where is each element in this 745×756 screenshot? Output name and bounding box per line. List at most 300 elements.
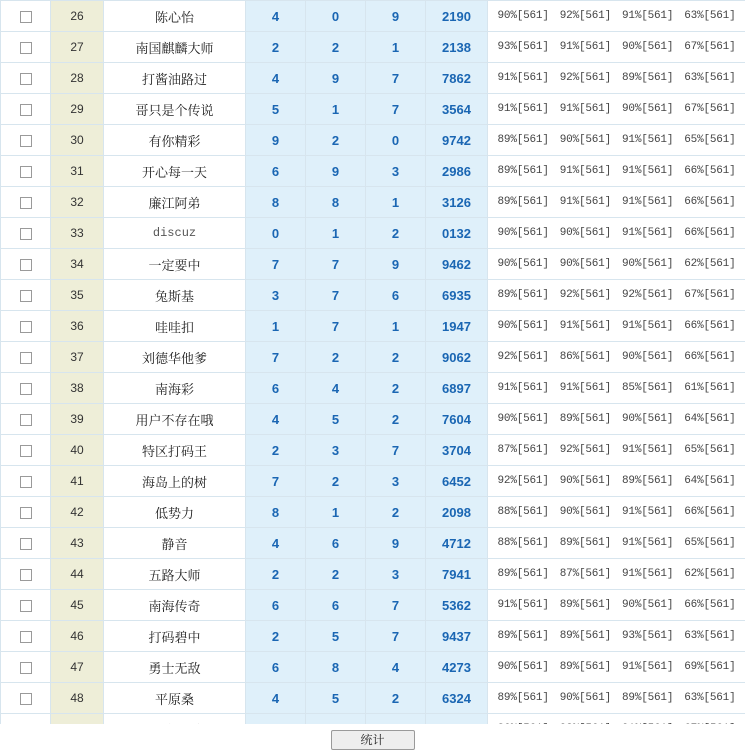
row-username[interactable]: 勇士无敌 (104, 652, 246, 683)
row-stat-item: 62%[561] (684, 258, 736, 270)
row-stat-item: 91%[561] (497, 599, 549, 611)
row-checkbox[interactable] (20, 228, 32, 240)
row-n1: 2 (246, 435, 306, 466)
table-row (1, 497, 745, 528)
row-n1: 6 (246, 156, 306, 187)
row-stats (488, 373, 745, 404)
row-username[interactable]: 平原桑 (104, 683, 246, 714)
row-stats (488, 497, 745, 528)
row-n3: 7 (366, 94, 426, 125)
row-n1: 8 (246, 187, 306, 218)
row-n3: 3 (366, 466, 426, 497)
row-n2: 8 (306, 652, 366, 683)
row-stat-item: 66%[561] (684, 165, 736, 177)
row-n3: 7 (366, 590, 426, 621)
row-code: 4712 (426, 528, 488, 559)
row-stats-list (488, 444, 745, 456)
row-stats-list (488, 475, 745, 487)
row-code: 7862 (426, 63, 488, 94)
row-stat-item: 91%[561] (559, 320, 611, 332)
row-stats (488, 156, 745, 187)
row-stats-list (488, 289, 745, 301)
row-n2: 9 (306, 63, 366, 94)
row-checkbox[interactable] (20, 476, 32, 488)
row-n1: 4 (246, 683, 306, 714)
row-n3: 2 (366, 218, 426, 249)
row-select-cell[interactable] (1, 652, 51, 683)
row-stat-item: 90%[561] (559, 258, 611, 270)
row-stat-item: 89%[561] (497, 165, 549, 177)
row-stat-item: 91%[561] (622, 320, 674, 332)
row-n3: 2 (366, 683, 426, 714)
row-checkbox[interactable] (20, 538, 32, 550)
row-stat-item: 90%[561] (559, 227, 611, 239)
row-checkbox[interactable] (20, 693, 32, 705)
row-code: 9437 (426, 621, 488, 652)
row-username[interactable]: 哥只是个传说 (104, 94, 246, 125)
table-row (1, 404, 745, 435)
row-stats (488, 32, 745, 63)
row-n2: 2 (306, 559, 366, 590)
row-select-cell[interactable] (1, 435, 51, 466)
row-select-cell[interactable] (1, 311, 51, 342)
row-stat-item: 91%[561] (622, 506, 674, 518)
row-code: 5362 (426, 590, 488, 621)
row-stat-item: 93%[561] (497, 41, 549, 53)
row-stats (488, 528, 745, 559)
table-row (1, 218, 745, 249)
row-stat-item: 89%[561] (559, 537, 611, 549)
row-n2: 7 (306, 311, 366, 342)
row-n2: 8 (306, 187, 366, 218)
row-stat-item: 91%[561] (622, 10, 674, 22)
row-n1: 8 (246, 497, 306, 528)
row-username[interactable]: 海岛上的树 (104, 466, 246, 497)
row-stat-item: 89%[561] (497, 568, 549, 580)
row-n2: 5 (306, 621, 366, 652)
row-stat-item: 89%[561] (559, 661, 611, 673)
row-n2: 5 (306, 683, 366, 714)
row-code: 2098 (426, 497, 488, 528)
row-n3: 7 (366, 63, 426, 94)
row-stat-item: 62%[561] (684, 568, 736, 580)
row-stat-item: 89%[561] (559, 630, 611, 642)
row-select-cell[interactable] (1, 187, 51, 218)
row-stat-item: 66%[561] (684, 227, 736, 239)
row-stats (488, 218, 745, 249)
row-n2: 5 (306, 404, 366, 435)
row-code: 3564 (426, 94, 488, 125)
row-username[interactable]: 哇哇扣 (104, 311, 246, 342)
row-stats-list (488, 320, 745, 332)
row-username[interactable]: 五路大师 (104, 559, 246, 590)
row-id: 36 (51, 311, 104, 342)
row-n1: 4 (246, 63, 306, 94)
table-row (1, 125, 745, 156)
row-stats (488, 187, 745, 218)
row-stat-item: 90%[561] (622, 258, 674, 270)
row-stat-item: 67%[561] (684, 103, 736, 115)
row-stats (488, 435, 745, 466)
row-stat-item: 87%[561] (497, 444, 549, 456)
row-stat-item: 90%[561] (622, 413, 674, 425)
row-select-cell[interactable] (1, 32, 51, 63)
table-row (1, 280, 745, 311)
row-stats-list (488, 568, 745, 580)
row-n1: 6 (246, 373, 306, 404)
row-select-cell[interactable] (1, 559, 51, 590)
row-stat-item: 66%[561] (684, 506, 736, 518)
row-stat-item: 90%[561] (497, 258, 549, 270)
row-stats-list (488, 134, 745, 146)
row-stats (488, 311, 745, 342)
row-checkbox[interactable] (20, 352, 32, 364)
row-select-cell[interactable] (1, 528, 51, 559)
row-n3: 9 (366, 1, 426, 32)
row-stat-item: 90%[561] (559, 134, 611, 146)
row-select-cell[interactable] (1, 94, 51, 125)
row-stats-list (488, 413, 745, 425)
row-stat-item: 92%[561] (497, 351, 549, 363)
row-stat-item: 91%[561] (497, 103, 549, 115)
row-stat-item: 65%[561] (684, 444, 736, 456)
row-stat-item: 65%[561] (684, 537, 736, 549)
row-id: 44 (51, 559, 104, 590)
row-stat-item: 66%[561] (684, 599, 736, 611)
row-stats-list (488, 506, 745, 518)
table-row (1, 63, 745, 94)
row-stat-item: 66%[561] (684, 320, 736, 332)
row-select-cell[interactable] (1, 342, 51, 373)
row-code: 6324 (426, 683, 488, 714)
row-stats (488, 590, 745, 621)
row-n3: 7 (366, 435, 426, 466)
row-n3: 3 (366, 559, 426, 590)
row-stats (488, 652, 745, 683)
table-row (1, 1, 745, 32)
row-stat-item: 88%[561] (497, 537, 549, 549)
row-stat-item: 92%[561] (559, 10, 611, 22)
stat-button[interactable]: 统计 (331, 730, 415, 750)
row-stat-item: 88%[561] (497, 506, 549, 518)
row-stat-item: 91%[561] (559, 41, 611, 53)
row-stat-item: 91%[561] (559, 103, 611, 115)
row-stats (488, 559, 745, 590)
row-stats (488, 94, 745, 125)
row-stats (488, 249, 745, 280)
table-row (1, 435, 745, 466)
row-id: 32 (51, 187, 104, 218)
row-n3: 1 (366, 187, 426, 218)
row-n1: 7 (246, 249, 306, 280)
row-id: 35 (51, 280, 104, 311)
row-n1: 4 (246, 404, 306, 435)
row-select-cell[interactable] (1, 404, 51, 435)
row-id: 31 (51, 156, 104, 187)
row-checkbox[interactable] (20, 507, 32, 519)
row-n2: 1 (306, 218, 366, 249)
row-username[interactable]: 南国麒麟大师 (104, 32, 246, 63)
row-stats-list (488, 165, 745, 177)
row-stats (488, 280, 745, 311)
table-footer (0, 724, 745, 756)
row-stat-item: 63%[561] (684, 692, 736, 704)
row-username[interactable]: 有你精彩 (104, 125, 246, 156)
row-checkbox[interactable] (20, 662, 32, 674)
row-checkbox[interactable] (20, 166, 32, 178)
row-stats (488, 466, 745, 497)
row-stats-list (488, 72, 745, 84)
row-n2: 6 (306, 528, 366, 559)
row-stat-item: 91%[561] (559, 165, 611, 177)
row-n1: 7 (246, 342, 306, 373)
table-row (1, 528, 745, 559)
row-n1: 4 (246, 1, 306, 32)
row-code: 2138 (426, 32, 488, 63)
row-id: 28 (51, 63, 104, 94)
row-stat-item: 89%[561] (622, 475, 674, 487)
row-code: 9462 (426, 249, 488, 280)
row-id: 47 (51, 652, 104, 683)
row-n3: 1 (366, 311, 426, 342)
row-n3: 9 (366, 528, 426, 559)
row-checkbox[interactable] (20, 290, 32, 302)
row-checkbox[interactable] (20, 445, 32, 457)
row-n3: 3 (366, 156, 426, 187)
row-stat-item: 89%[561] (497, 134, 549, 146)
row-n2: 2 (306, 342, 366, 373)
row-username[interactable]: discuz (104, 218, 246, 249)
row-id: 39 (51, 404, 104, 435)
row-stat-item: 86%[561] (559, 351, 611, 363)
row-code: 9062 (426, 342, 488, 373)
row-n1: 1 (246, 311, 306, 342)
row-select-cell[interactable] (1, 590, 51, 621)
row-stat-item: 90%[561] (497, 413, 549, 425)
row-stats-list (488, 227, 745, 239)
row-stat-item: 92%[561] (559, 72, 611, 84)
row-checkbox[interactable] (20, 11, 32, 23)
row-id: 40 (51, 435, 104, 466)
row-n2: 4 (306, 373, 366, 404)
row-id: 46 (51, 621, 104, 652)
row-select-cell[interactable] (1, 63, 51, 94)
row-id: 42 (51, 497, 104, 528)
row-code: 3126 (426, 187, 488, 218)
row-stat-item: 92%[561] (622, 289, 674, 301)
row-code: 7604 (426, 404, 488, 435)
row-n1: 2 (246, 559, 306, 590)
row-code: 0132 (426, 218, 488, 249)
row-n3: 7 (366, 621, 426, 652)
row-id: 41 (51, 466, 104, 497)
table-row (1, 32, 745, 63)
row-stat-item: 90%[561] (622, 41, 674, 53)
row-username[interactable]: 南海传奇 (104, 590, 246, 621)
row-n2: 6 (306, 590, 366, 621)
row-id: 48 (51, 683, 104, 714)
row-stat-item: 91%[561] (622, 537, 674, 549)
row-stat-item: 90%[561] (559, 506, 611, 518)
row-stat-item: 90%[561] (497, 227, 549, 239)
row-stats-list (488, 196, 745, 208)
row-stat-item: 92%[561] (559, 444, 611, 456)
row-stat-item: 91%[561] (622, 165, 674, 177)
row-stat-item: 91%[561] (559, 382, 611, 394)
row-stat-item: 91%[561] (559, 196, 611, 208)
row-select-cell[interactable] (1, 373, 51, 404)
row-stat-item: 89%[561] (559, 599, 611, 611)
row-checkbox[interactable] (20, 104, 32, 116)
row-stats-list (488, 382, 745, 394)
row-select-cell[interactable] (1, 280, 51, 311)
row-select-cell[interactable] (1, 125, 51, 156)
row-stat-item: 90%[561] (497, 320, 549, 332)
row-n3: 2 (366, 497, 426, 528)
row-checkbox[interactable] (20, 42, 32, 54)
row-username[interactable]: 刘德华他爹 (104, 342, 246, 373)
row-stats-list (488, 661, 745, 673)
row-n1: 5 (246, 94, 306, 125)
row-stat-item: 89%[561] (497, 692, 549, 704)
row-stat-item: 85%[561] (622, 382, 674, 394)
row-n1: 3 (246, 280, 306, 311)
row-username[interactable]: 一定要中 (104, 249, 246, 280)
row-stats (488, 342, 745, 373)
row-stat-item: 91%[561] (622, 227, 674, 239)
row-n3: 6 (366, 280, 426, 311)
row-stat-item: 64%[561] (684, 413, 736, 425)
row-n2: 2 (306, 125, 366, 156)
row-stats-list (488, 692, 745, 704)
row-id: 30 (51, 125, 104, 156)
row-checkbox[interactable] (20, 383, 32, 395)
row-username[interactable]: 打酱油路过 (104, 63, 246, 94)
row-select-cell[interactable] (1, 621, 51, 652)
row-stat-item: 89%[561] (497, 289, 549, 301)
row-n3: 1 (366, 32, 426, 63)
row-stats (488, 404, 745, 435)
row-username[interactable]: 用户不存在哦 (104, 404, 246, 435)
row-select-cell[interactable] (1, 1, 51, 32)
row-n2: 7 (306, 280, 366, 311)
row-stat-item: 89%[561] (559, 413, 611, 425)
row-select-cell[interactable] (1, 466, 51, 497)
table-row (1, 683, 745, 714)
row-checkbox[interactable] (20, 569, 32, 581)
row-stat-item: 90%[561] (559, 475, 611, 487)
row-stats (488, 1, 745, 32)
row-n1: 7 (246, 466, 306, 497)
row-id: 34 (51, 249, 104, 280)
row-stat-item: 90%[561] (497, 661, 549, 673)
row-select-cell[interactable] (1, 249, 51, 280)
row-select-cell[interactable] (1, 156, 51, 187)
table-row (1, 249, 745, 280)
table-row (1, 187, 745, 218)
row-n1: 0 (246, 218, 306, 249)
table-row (1, 94, 745, 125)
results-table-body (1, 1, 745, 745)
row-checkbox[interactable] (20, 321, 32, 333)
row-n3: 4 (366, 652, 426, 683)
row-select-cell[interactable] (1, 497, 51, 528)
row-stat-item: 93%[561] (622, 630, 674, 642)
row-stat-item: 63%[561] (684, 10, 736, 22)
row-checkbox[interactable] (20, 631, 32, 643)
row-stat-item: 66%[561] (684, 196, 736, 208)
row-stat-item: 90%[561] (559, 692, 611, 704)
row-checkbox[interactable] (20, 73, 32, 85)
row-n1: 2 (246, 621, 306, 652)
row-stat-item: 65%[561] (684, 134, 736, 146)
row-username[interactable]: 开心每一天 (104, 156, 246, 187)
row-n3: 2 (366, 373, 426, 404)
row-n1: 6 (246, 652, 306, 683)
table-row (1, 621, 745, 652)
row-stat-item: 89%[561] (497, 630, 549, 642)
row-username[interactable]: 特区打码王 (104, 435, 246, 466)
row-stats (488, 63, 745, 94)
row-n2: 7 (306, 249, 366, 280)
row-select-cell[interactable] (1, 218, 51, 249)
row-stat-item: 67%[561] (684, 41, 736, 53)
row-checkbox[interactable] (20, 135, 32, 147)
row-n2: 9 (306, 156, 366, 187)
row-stats-list (488, 599, 745, 611)
row-username[interactable]: 廉江阿弟 (104, 187, 246, 218)
row-stat-item: 89%[561] (497, 196, 549, 208)
row-username[interactable]: 静音 (104, 528, 246, 559)
row-username[interactable]: 打码碧中 (104, 621, 246, 652)
row-stat-item: 63%[561] (684, 72, 736, 84)
row-stats-list (488, 41, 745, 53)
row-stats (488, 125, 745, 156)
row-n1: 4 (246, 528, 306, 559)
row-stat-item: 90%[561] (622, 599, 674, 611)
row-id: 27 (51, 32, 104, 63)
table-row (1, 652, 745, 683)
row-checkbox[interactable] (20, 197, 32, 209)
row-checkbox[interactable] (20, 259, 32, 271)
row-n2: 0 (306, 1, 366, 32)
row-n3: 2 (366, 342, 426, 373)
row-code: 6897 (426, 373, 488, 404)
row-stat-item: 69%[561] (684, 661, 736, 673)
row-username[interactable]: 兔斯基 (104, 280, 246, 311)
row-n1: 9 (246, 125, 306, 156)
row-stats-list (488, 10, 745, 22)
row-id: 26 (51, 1, 104, 32)
table-row (1, 559, 745, 590)
row-username[interactable]: 南海彩 (104, 373, 246, 404)
row-username[interactable]: 低势力 (104, 497, 246, 528)
table-row (1, 342, 745, 373)
row-stat-item: 63%[561] (684, 630, 736, 642)
row-n3: 2 (366, 404, 426, 435)
row-stat-item: 91%[561] (622, 661, 674, 673)
row-checkbox[interactable] (20, 414, 32, 426)
row-select-cell[interactable] (1, 683, 51, 714)
row-stat-item: 89%[561] (622, 72, 674, 84)
row-checkbox[interactable] (20, 600, 32, 612)
row-n2: 2 (306, 32, 366, 63)
row-code: 9742 (426, 125, 488, 156)
row-stat-item: 66%[561] (684, 351, 736, 363)
row-stat-item: 91%[561] (622, 444, 674, 456)
table-row (1, 373, 745, 404)
row-username[interactable]: 陈心怡 (104, 1, 246, 32)
